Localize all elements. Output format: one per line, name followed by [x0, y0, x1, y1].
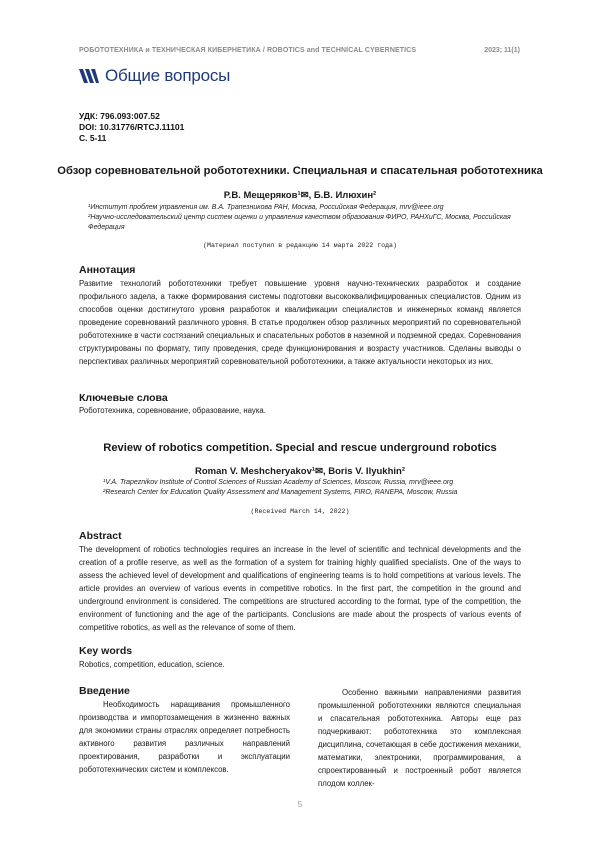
journal-logo-icon — [79, 69, 99, 83]
ru-authors: Р.В. Мещеряков¹✉, Б.В. Илюхин² — [223, 190, 377, 201]
en-abstract: The development of robotics technologies requires an increase in the level of scientific and technical developments and the creation of a profile reserve, as well as the formation of a system for training highly qualified specialists. One of the ways to assess the achieved level of development and qualifications of engineering teams is to hold competitions at various levels. The article provides an overview of various events in competitive robotics. In the first part, the competition in the ground and underground environment is considered. The competitions are structured according to the format, type of the competition, the environment of functioning and the age of the participants. Conclusions are made about the prospects of various events of competitive robotics, as well as the relevance of some of them. — [79, 545, 521, 632]
intro-column-2: Особенно важными направлениями развития промышленной робототехники являются специальная и спасательная робототехника. Авторы еще раз подчеркивают: робототехника это комплексная дисциплина, сочетающая в себе достижения механики, математики, электроники, программирования, а спроектированный и построенный робот является плодом коллек- — [318, 688, 521, 788]
en-keywords-heading: Key words — [79, 645, 133, 657]
en-authors: Roman V. Meshcheryakov¹✉, Boris V. Ilyukhin² — [195, 466, 405, 477]
en-abstract-heading: Abstract — [79, 530, 122, 542]
ru-affiliation-1: ¹Институт проблем управления им. В.А. Трапезникова РАН, Москва, Российская Федерация, mrv@ieee.org — [88, 204, 444, 211]
doi: DOI: 10.31776/RTCJ.11101 — [79, 122, 185, 132]
ru-keywords: Робототехника, соревнование, образование, наука. — [79, 406, 266, 415]
intro-heading: Введение — [79, 685, 130, 697]
pages: С. 5-11 — [79, 133, 107, 143]
ru-affiliation-2: ²Научно-исследовательский центр систем оценки и управления качеством образования ФИРО, РАНХиГС, Москва, Российская Федерация — [88, 214, 511, 231]
en-keywords: Robotics, competition, education, science. — [79, 660, 225, 669]
page-number: 5 — [297, 800, 303, 809]
en-affiliation-2: ²Research Center for Education Quality Assessment and Management Systems, FIRO, RANEPA, Moscow, Russia — [103, 489, 458, 496]
ru-keywords-heading: Ключевые слова — [79, 392, 168, 404]
ru-title: Обзор соревновательной робототехники. Специальная и спасательная робототехника — [57, 165, 543, 177]
running-header-journal: РОБОТОТЕХНИКА и ТЕХНИЧЕСКАЯ КИБЕРНЕТИКА / ROBOTICS and TECHNICAL CYBERNETICS — [79, 47, 417, 54]
running-header-issue: 2023; 11(1) — [484, 47, 520, 54]
en-title: Review of robotics competition. Special and rescue underground robotics — [103, 442, 497, 454]
section-heading — [79, 66, 230, 86]
en-received: (Received March 14, 2022) — [250, 508, 350, 515]
intro-column-1: Необходимость наращивания промышленного производства и импортозамещения в жизненно важных для экономики страны отраслях определяет потребность активного развития различных направлений проектирования, разработки и эксплуатации робототехнических систем и комплексов. — [79, 700, 290, 774]
ru-received: (Материал поступил в редакцию 14 марта 2022 года) — [203, 242, 397, 249]
udk: УДК: 796.093:007.52 — [79, 111, 160, 121]
section-title: Общие вопросы — [105, 66, 231, 85]
ru-abstract: Развитие технологий робототехники требует повышение уровня научно-технических разработок и создание профильного задела, а также формирования системы подготовки высококвалифицированных специалистов. Одним из способов оценки достигнутого уровня разработок и квалификации специалистов и инженерных команд является проведение соревнований различного уровня. В статье продолжен обзор различных мероприятий по соревновательной робототехнике в части состязаний специальных и спасательных роботов в наземной и подземной средах. Соревнования структурированы по формату, типу проведения, среде функционирования и возрасту участников. Сделаны выводы о перспективах различных мероприятий соревновательной робототехники, а также актуальности некоторых из них. — [79, 279, 521, 366]
en-affiliation-1: ¹V.A. Trapeznikov Institute of Control Sciences of Russian Academy of Sciences, Moscow, Russia, mrv@ieee.org — [103, 479, 454, 486]
ru-abstract-heading: Аннотация — [79, 264, 136, 276]
